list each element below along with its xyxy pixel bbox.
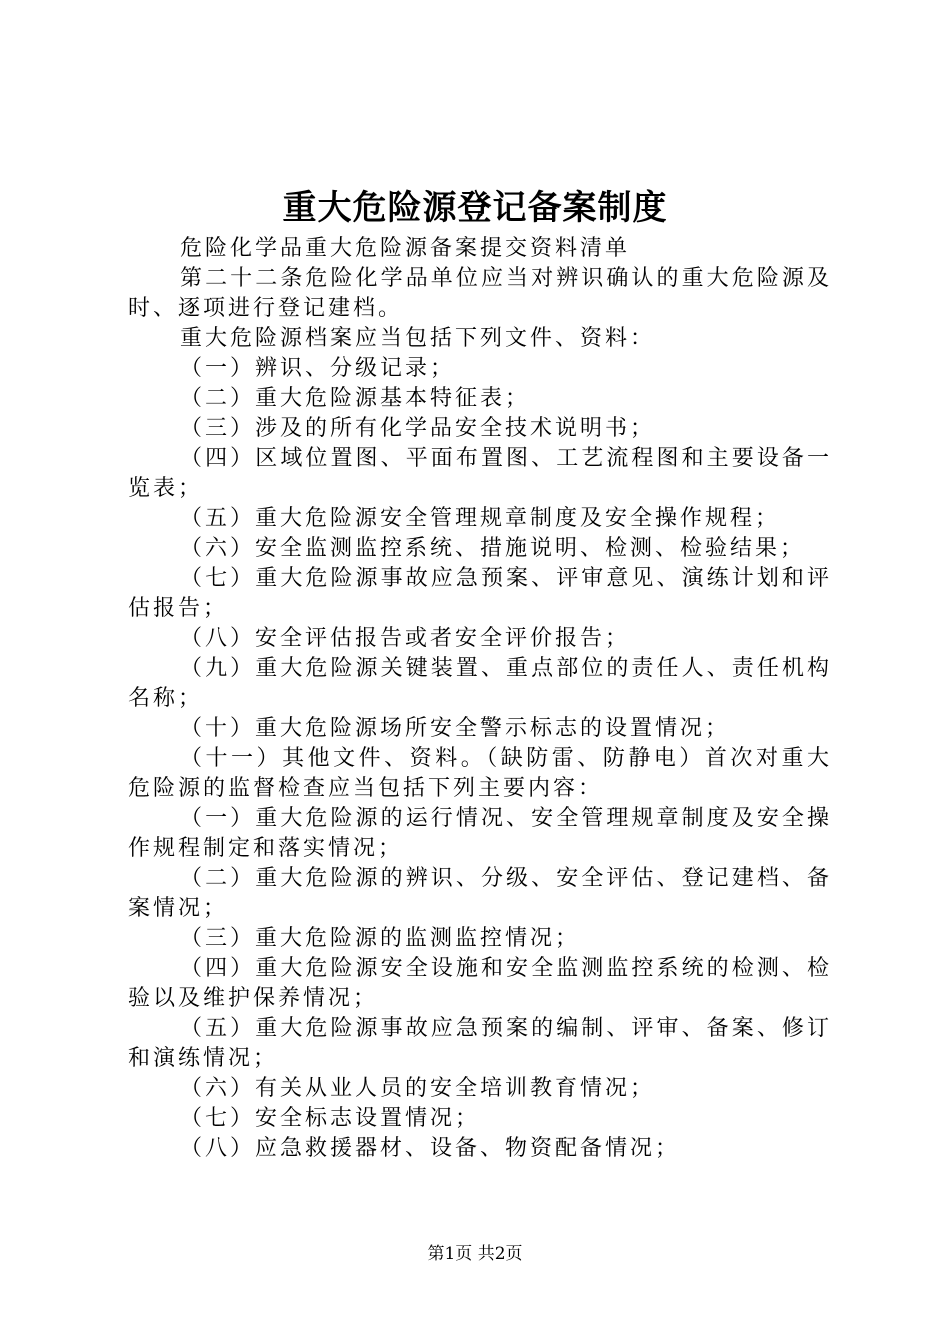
paragraph: （六）安全监测监控系统、措施说明、检测、检验结果； xyxy=(180,536,806,561)
paragraph: （九）重大危险源关键装置、重点部位的责任人、责任机构名称； xyxy=(128,656,832,711)
paragraph: （二）重大危险源的辨识、分级、安全评估、登记建档、备案情况； xyxy=(128,866,832,921)
paragraph: （四）区域位置图、平面布置图、工艺流程图和主要设备一览表； xyxy=(128,446,832,501)
paragraph: （一）辨识、分级记录； xyxy=(180,356,456,381)
paragraph: （八）应急救援器材、设备、物资配备情况； xyxy=(180,1136,681,1161)
paragraph: （十）重大危险源场所安全警示标志的设置情况； xyxy=(180,716,731,741)
paragraph: （一）重大危险源的运行情况、安全管理规章制度及安全操作规程制定和落实情况； xyxy=(128,806,832,861)
page-number-footer: 第1页 共2页 xyxy=(427,1244,523,1264)
paragraph: （六）有关从业人员的安全培训教育情况； xyxy=(180,1076,656,1101)
document-body xyxy=(128,234,832,1164)
paragraph: （三）重大危险源的监测监控情况； xyxy=(180,926,581,951)
document-title: 重大危险源登记备案制度 xyxy=(282,188,668,228)
paragraph: （五）重大危险源安全管理规章制度及安全操作规程； xyxy=(180,506,781,531)
paragraph: （三）涉及的所有化学品安全技术说明书； xyxy=(180,416,656,441)
paragraph: 重大危险源档案应当包括下列文件、资料： xyxy=(180,326,656,351)
paragraph: （七）安全标志设置情况； xyxy=(180,1106,481,1131)
paragraph: （七）重大危险源事故应急预案、评审意见、演练计划和评估报告； xyxy=(128,566,832,621)
paragraph: 危险化学品重大危险源备案提交资料清单 xyxy=(180,236,631,261)
paragraph: （八）安全评估报告或者安全评价报告； xyxy=(180,626,631,651)
paragraph: （五）重大危险源事故应急预案的编制、评审、备案、修订和演练情况； xyxy=(128,1016,832,1071)
paragraph: （二）重大危险源基本特征表； xyxy=(180,386,531,411)
paragraph: 第二十二条危险化学品单位应当对辨识确认的重大危险源及时、逐项进行登记建档。 xyxy=(128,266,832,321)
paragraph: （十一）其他文件、资料。（缺防雷、防静电）首次对重大危险源的监督检查应当包括下列主要内容： xyxy=(128,746,832,801)
paragraph: （四）重大危险源安全设施和安全监测监控系统的检测、检验以及维护保养情况； xyxy=(128,956,832,1011)
